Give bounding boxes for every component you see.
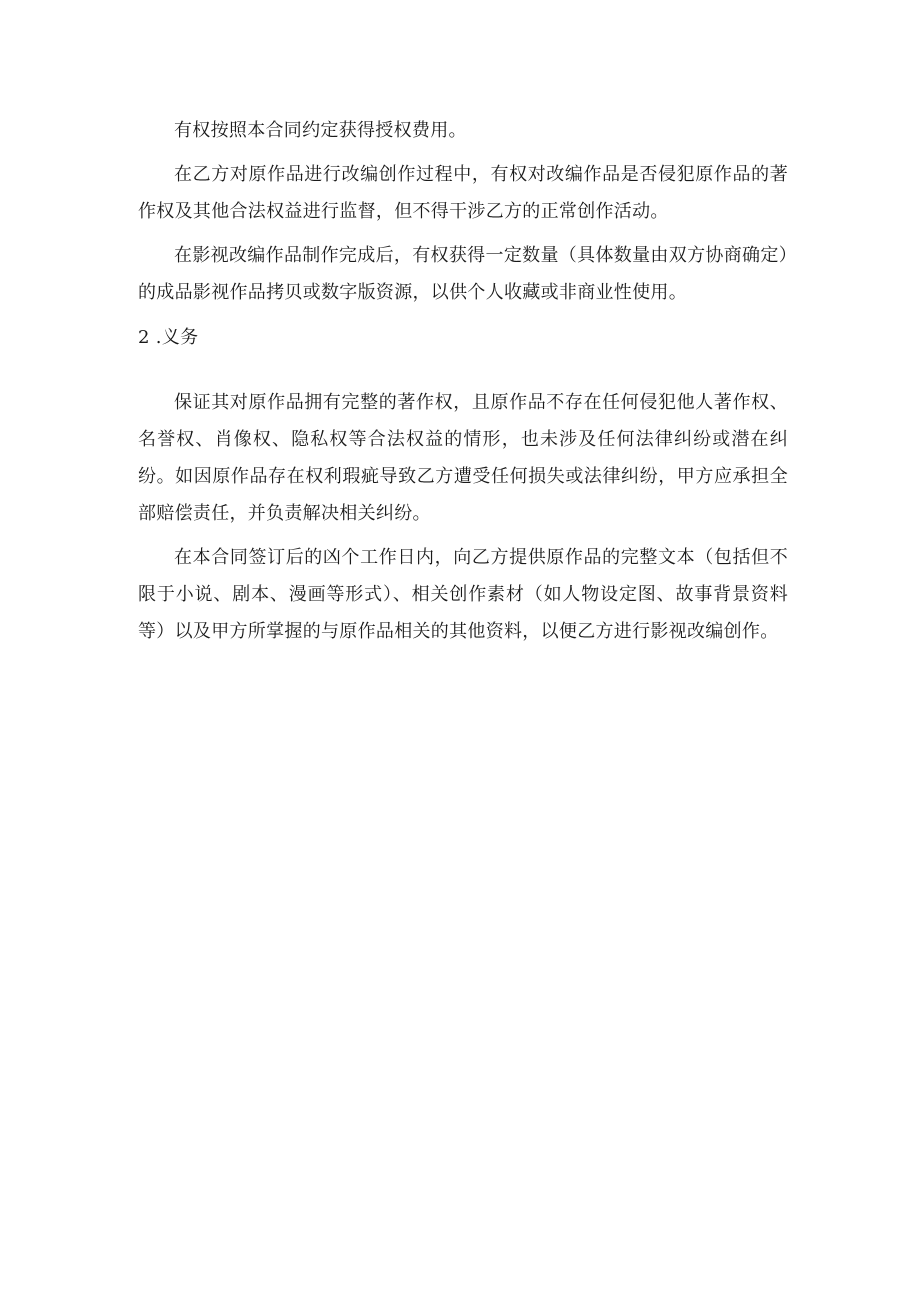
document-body — [138, 112, 788, 650]
rights-paragraph-2: 在乙方对原作品进行改编创作过程中，有权对改编作品是否侵犯原作品的著作权及其他合法权益进行监督，但不得干涉乙方的正常创作活动。 — [138, 164, 788, 222]
obligations-paragraph-1: 保证其对原作品拥有完整的著作权，且原作品不存在任何侵犯他人著作权、名誉权、肖像权、隐私权等合法权益的情形，也未涉及任何法律纠纷或潜在纠纷。如因原作品存在权利瑕疵导致乙方遭受任何损失或法律纠纷，甲方应承担全部赔偿责任，并负责解决相关纠纷。 — [138, 392, 788, 524]
section-heading-obligations: 2 .义务 — [138, 327, 199, 348]
obligations-paragraph-2: 在本合同签订后的凶个工作日内，向乙方提供原作品的完整文本（包括但不限于小说、剧本、漫画等形式）、相关创作素材（如人物设定图、故事背景资料等）以及甲方所掌握的与原作品相关的其他资料，以便乙方进行影视改编创作。 — [138, 547, 788, 642]
rights-paragraph-3: 在影视改编作品制作完成后，有权获得一定数量（具体数量由双方协商确定）的成品影视作品拷贝或数字版资源，以供个人收藏或非商业性使用。 — [138, 245, 788, 303]
rights-paragraph-1: 有权按照本合同约定获得授权费用。 — [174, 120, 467, 141]
